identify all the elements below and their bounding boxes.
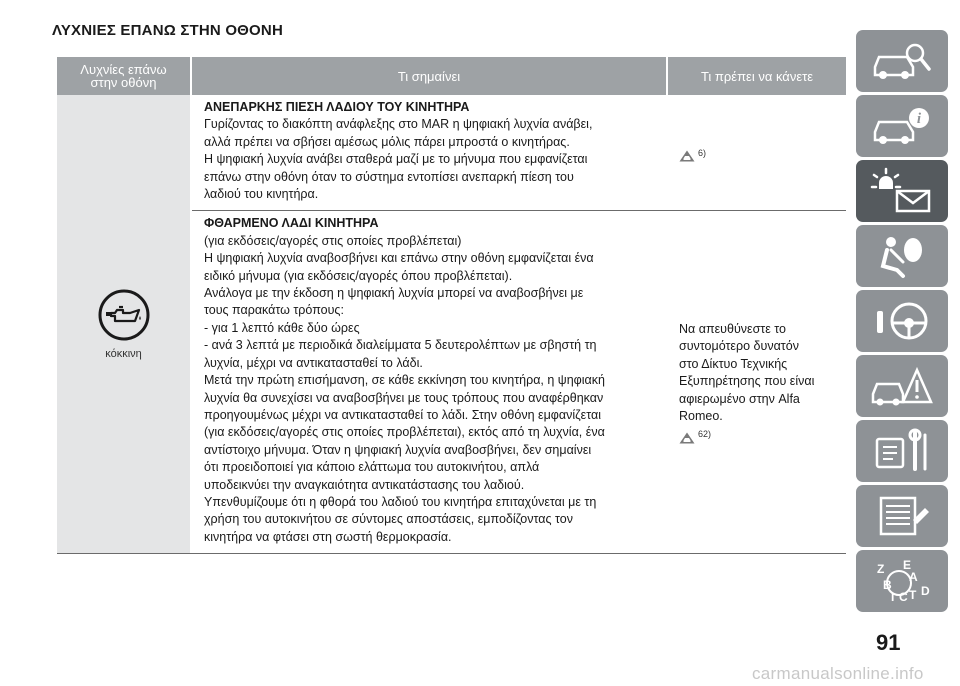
row-line: χρήση του αυτοκινήτου σε σύντομες αποστάσεις, εμποδίζοντας τον <box>204 512 573 527</box>
chapter-tabs <box>856 30 948 615</box>
header-action: Τι πρέπει να κάνετε <box>668 57 846 95</box>
table-header <box>57 57 846 95</box>
car-info-icon <box>869 102 935 150</box>
tab-driving[interactable] <box>856 290 948 352</box>
row-line: Ανάλογα με την έκδοση η ψηφιακή λυχνία μπορεί να αναβοσβήνει με <box>204 286 584 301</box>
warning-triangle-icon <box>679 432 695 444</box>
svg-text:D: D <box>921 584 930 598</box>
svg-text:E: E <box>903 558 912 572</box>
row-line: Υπενθυμίζουμε ότι η φθορά του λαδιού του κινητήρα επιταχύνεται με τη <box>204 494 597 509</box>
tab-index[interactable] <box>856 550 948 612</box>
row-line: προηγουμένως μέχρι να αντικατασταθεί το λάδι. Στην οθόνη εμφανίζεται <box>204 407 601 422</box>
row-line: ότι προειδοποιεί για κάποιο ελάττωμα του αυτοκινήτου, απλά <box>204 460 540 475</box>
row-line: - για 1 λεπτό κάθε δύο ώρες <box>204 320 360 335</box>
row-line: κινητήρα να φτάσει στη σωστή θερμοκρασία. <box>204 529 452 544</box>
tab-maintenance[interactable] <box>856 420 948 482</box>
header-lamps: Λυχνίες επάνω στην οθόνη <box>57 57 192 95</box>
lamp-cell <box>57 95 192 553</box>
warning-light-message-icon <box>869 167 935 215</box>
lamp-color-label: κόκκινη <box>105 348 142 361</box>
car-search-icon <box>869 37 935 85</box>
row-line: αντίστοιχο μήνυμα. Όταν η ψηφιακή λυχνία αναβοσβήνει, δεν σημαίνει <box>204 442 592 457</box>
row-line: λυχνία θα συνεχίσει να αναβοσβήνει με τους τρόπους που αναφέρθηκαν <box>204 390 604 405</box>
warning-lights-table <box>57 57 846 554</box>
header-meaning: Τι σημαίνει <box>192 57 668 95</box>
warning-triangle-icon <box>679 150 695 162</box>
svg-text:B: B <box>883 578 892 592</box>
page-number: 91 <box>876 630 901 655</box>
car-breakdown-icon <box>869 362 935 410</box>
action-line: Να απευθύνεστε το <box>679 321 787 336</box>
alphabetical-index-icon <box>869 557 935 605</box>
tab-car-search[interactable] <box>856 30 948 92</box>
warning-ref-number: 62) <box>698 429 712 440</box>
watermark: carmanualsonline.info <box>752 664 924 683</box>
warning-reference <box>679 426 846 443</box>
row-action <box>668 95 846 210</box>
row-line: Μετά την πρώτη επισήμανση, σε κάθε εκκίνηση του κινητήρα, η ψηφιακή <box>204 373 605 388</box>
warning-ref-number: 6) <box>698 147 707 158</box>
table-row <box>192 211 846 553</box>
svg-text:i: i <box>916 111 922 127</box>
svg-text:C: C <box>899 590 908 604</box>
row-line: ειδικό μήνυμα (για εκδόσεις/αγορές όπου προβλέπεται). <box>204 268 513 283</box>
action-line: συντομότερο δυνατόν <box>679 339 799 354</box>
svg-text:Z: Z <box>877 562 885 576</box>
row-line: - ανά 3 λεπτά με περιοδικά διαλείμματα 5 δευτερολέπτων με σβηστή τη <box>204 338 597 353</box>
page-title: ΛΥΧΝΙΕΣ ΕΠΑΝΩ ΣΤΗΝ ΟΘΟΝΗ <box>52 22 283 39</box>
row-line: (για εκδόσεις/αγορές στις οποίες προβλέπεται), εκτός από τη λυχνία, ένα <box>204 425 605 440</box>
row-line: Η ψηφιακή λυχνία ανάβει σταθερά μαζί με το μήνυμα που εμφανίζεται <box>204 152 588 167</box>
tab-emergency[interactable] <box>856 355 948 417</box>
row-line: τους παρακάτω τρόπους: <box>204 303 344 318</box>
specifications-list-icon <box>869 492 935 540</box>
row-line: λαδιού του κινητήρα. <box>204 187 319 202</box>
action-line: Εξυπηρέτησης που είναι <box>679 374 815 389</box>
tab-warning-lights[interactable] <box>856 160 948 222</box>
tab-specifications[interactable] <box>856 485 948 547</box>
row-line: (για εκδόσεις/αγορές στις οποίες προβλέπεται) <box>204 233 462 248</box>
tab-safety[interactable] <box>856 225 948 287</box>
svg-text:A: A <box>909 570 918 584</box>
row-line: επάνω στην οθόνη όταν το σύστημα εντοπίσει ανεπαρκή πίεση του <box>204 169 574 184</box>
wrench-tools-icon <box>869 427 935 475</box>
row-heading: ΑΝΕΠΑΡΚΗΣ ΠΙΕΣΗ ΛΑΔΙΟΥ ΤΟΥ ΚΙΝΗΤΗΡΑ <box>204 100 470 114</box>
row-heading: ΦΘΑΡΜΕΝΟ ΛΑΔΙ ΚΙΝΗΤΗΡΑ <box>204 216 379 231</box>
svg-text:I: I <box>891 590 895 604</box>
tab-car-info[interactable] <box>856 95 948 157</box>
row-line: λυχνία, μέχρι να αντικατασταθεί το λάδι. <box>204 355 423 370</box>
action-line: αφιερωμένο στην Alfa <box>679 391 800 406</box>
row-line: υποδεικνύει την αναγκαιότητα αντικατάστασης του λαδιού. <box>204 477 525 492</box>
action-line: Romeo. <box>679 408 723 423</box>
row-line: Γυρίζοντας το διακόπτη ανάφλεξης στο MAR η ψηφιακή λυχνία ανάβει, <box>204 117 593 132</box>
steering-wheel-icon <box>869 297 935 345</box>
svg-text:T: T <box>909 588 917 602</box>
warning-reference <box>679 145 846 162</box>
row-description <box>192 95 668 210</box>
row-line: αλλά πρέπει να σβήσει αμέσως μόλις πάρει μπροστά ο κινητήρας. <box>204 134 570 149</box>
row-action <box>668 211 846 553</box>
action-line: στο Δίκτυο Τεχνικής <box>679 356 788 371</box>
airbag-seat-icon <box>869 232 935 280</box>
row-description <box>192 211 668 553</box>
table-row <box>192 95 846 211</box>
table-body <box>57 95 846 554</box>
oil-can-icon <box>97 288 151 342</box>
row-line: Η ψηφιακή λυχνία αναβοσβήνει και επάνω στην οθόνη εμφανίζεται ένα <box>204 251 594 266</box>
